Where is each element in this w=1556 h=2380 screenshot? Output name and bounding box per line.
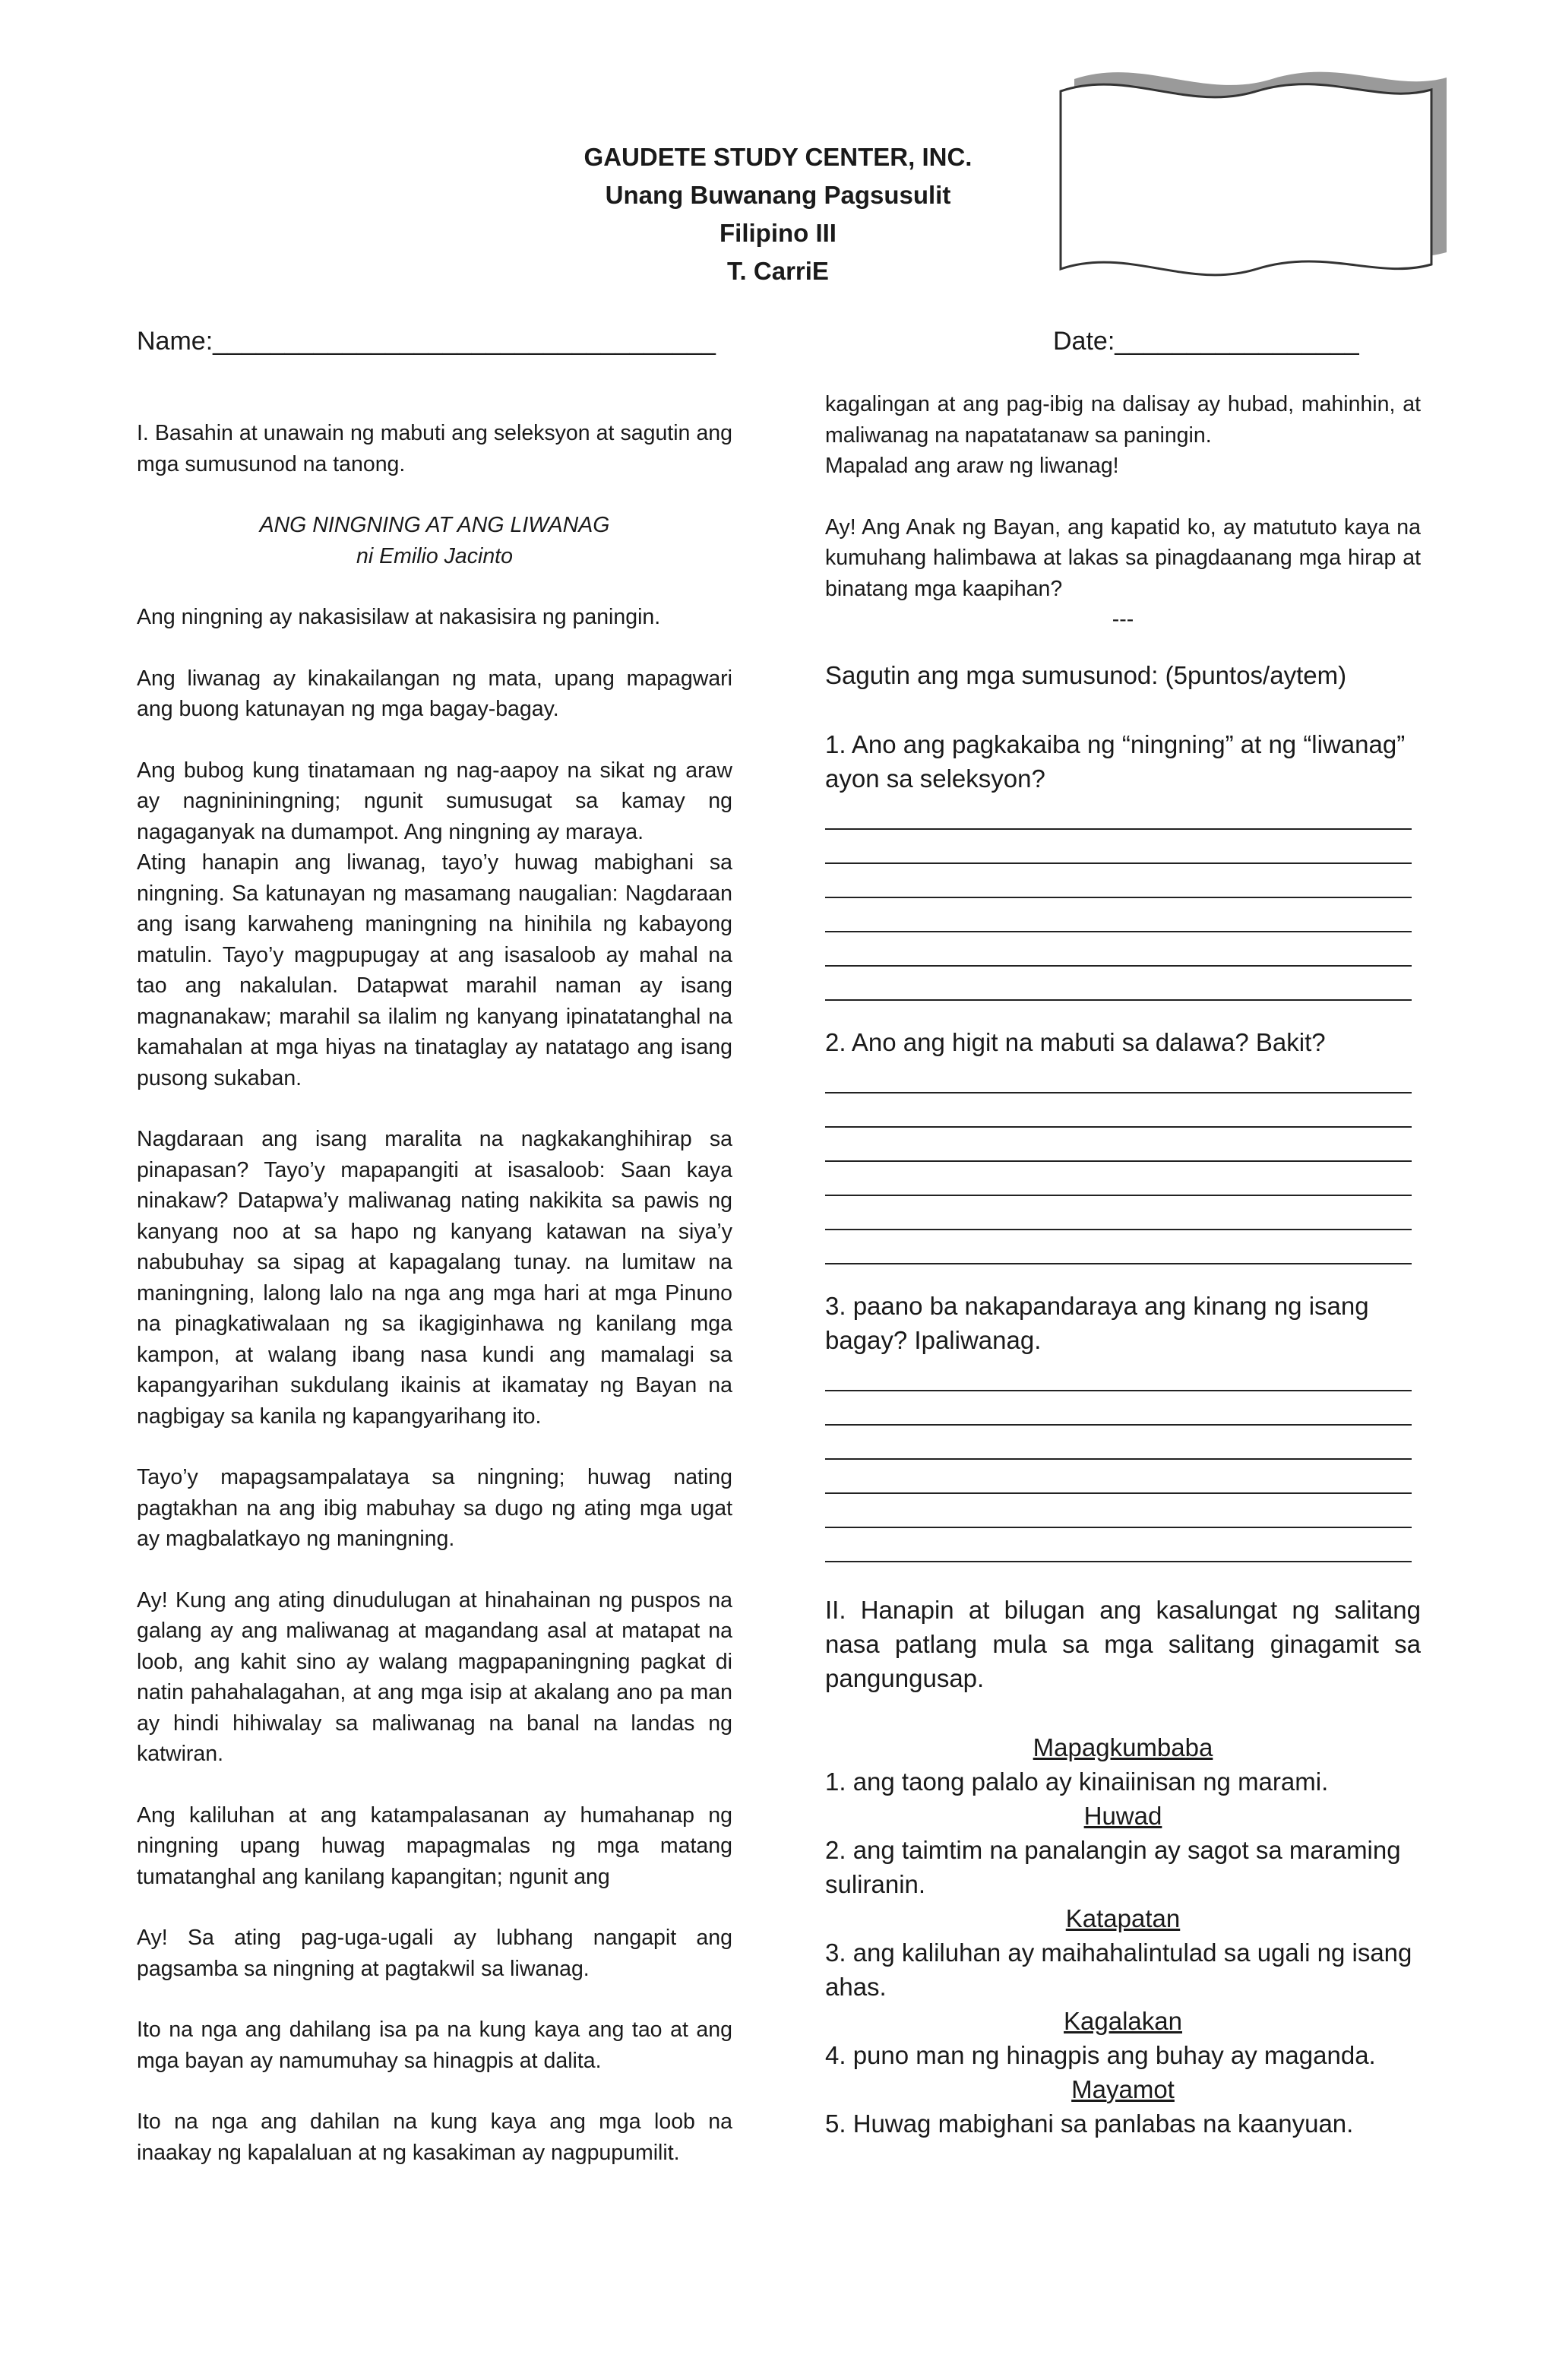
selection-title: ANG NINGNING AT ANG LIWANAG bbox=[259, 513, 610, 537]
questions-intro: Sagutin ang mga sumusunod: (5puntos/aytem) bbox=[825, 660, 1347, 689]
paragraph: Ang bubog kung tinatamaan ng nag-aapoy na sikat ng araw ay nagnininingning; ngunit sumusugat sa kamay ng nagaganyak na dumampot. Ang ningning ay maraya. bbox=[137, 758, 732, 844]
document-header bbox=[0, 138, 1556, 290]
paragraph: Ang ningning ay nakasisilaw at nakasisira ng paningin. bbox=[137, 605, 661, 629]
answer-line[interactable] bbox=[825, 1391, 1412, 1426]
question-text: 1. Ano ang pagkakaiba ng “ningning” at ng “liwanag” ayon sa seleksyon? bbox=[825, 730, 1406, 793]
answer-line[interactable] bbox=[825, 1494, 1412, 1528]
antonym-word: Mayamot bbox=[1071, 2075, 1175, 2103]
part2-instructions: II. Hanapin at bilugan ang kasalungat ng salitang nasa patlang mula sa mga salitang ginagamit sa pangungusap. bbox=[825, 1595, 1421, 1692]
answer-line[interactable] bbox=[825, 1162, 1412, 1196]
section-separator: --- bbox=[1112, 607, 1134, 631]
questions-column bbox=[825, 389, 1421, 2141]
part2-items bbox=[825, 1730, 1421, 2141]
paragraph: Ating hanapin ang liwanag, tayo’y huwag mabighani sa ningning. Sa katunayan ng masamang naugalian: Nagdaraan ang isang karwaheng maningning na hinihila ng kabayong matulin. Tayo’y magpupugay at ang isasaloob ay mahal na tao ang nakalulan. Datapwat marahil naman ay isang magnanakaw; marahil sa ilalim ng kanyang ipinatatanghal na kamahalan at mga hiyas na tinataglay ay natatago ang isang pusong sukaban. bbox=[137, 850, 732, 1090]
selection-title-block bbox=[137, 510, 732, 571]
question-1 bbox=[825, 727, 1421, 1001]
paragraph: Tayo’y mapagsampalataya sa ningning; huwag nating pagtakhan na ang ibig mabuhay sa dugo ng ating mga ugat ay magbalatkayo ng maningning. bbox=[137, 1465, 732, 1551]
paragraph: Ay! Kung ang ating dinudulugan at hinahainan ng puspos na galang ay ang maliwanag at magandang asal at matapat na loob, ang kahit sino ay walang magpapaningning pagkat di natin pahahalagahan, at ang mga isip at akalang ano pa man ay hindi hihiwalay sa maliwanag na banal na landas ng katwiran. bbox=[137, 1587, 732, 1766]
question-text: 2. Ano ang higit na mabuti sa dalawa? Bakit? bbox=[825, 1027, 1326, 1056]
antonym-word: Kagalakan bbox=[1064, 2006, 1182, 2035]
antonym-word: Huwad bbox=[1083, 1801, 1162, 1830]
paragraph-continued: kagalingan at ang pag-ibig na dalisay ay hubad, mahinhin, at maliwanag na napatatanaw sa paningin. bbox=[825, 392, 1421, 448]
paragraph: Mapalad ang araw ng liwanag! bbox=[825, 454, 1119, 478]
antonym-word: Katapatan bbox=[1065, 1904, 1181, 1932]
answer-line[interactable] bbox=[825, 1230, 1412, 1264]
question-2 bbox=[825, 1025, 1421, 1264]
exam-title: Unang Buwanang Pagsusulit bbox=[605, 181, 951, 209]
question-text: 3. paano ba nakapandaraya ang kinang ng isang bagay? Ipaliwanag. bbox=[825, 1291, 1369, 1354]
school-name: GAUDETE STUDY CENTER, INC. bbox=[584, 143, 972, 171]
answer-line[interactable] bbox=[825, 1196, 1412, 1230]
paragraph: Ang kaliluhan at ang katampalasanan ay humahanap ng ningning upang huwag mapagmalas ng mga matang tumatanghal ang kanilang kapangitan; ngunit ang bbox=[137, 1802, 732, 1889]
antonym-word: Mapagkumbaba bbox=[1033, 1733, 1213, 1761]
paragraph: Ang liwanag ay kinakailangan ng mata, upang mapagwari ang buong katunayan ng mga bagay-bagay. bbox=[137, 666, 732, 721]
paragraph: Ito na nga ang dahilan na kung kaya ang mga loob na inaakay ng kapalaluan at ng kasakiman ay nagpupumilit. bbox=[137, 2109, 732, 2165]
answer-line[interactable] bbox=[825, 1426, 1412, 1460]
answer-line[interactable] bbox=[825, 1528, 1412, 1562]
antonym-sentence[interactable]: 4. puno man ng hinagpis ang buhay ay maganda. bbox=[825, 2040, 1376, 2069]
answer-line[interactable] bbox=[825, 864, 1412, 898]
answer-line[interactable] bbox=[825, 1093, 1412, 1128]
antonym-sentence[interactable]: 2. ang taimtim na panalangin ay sagot sa maraming suliranin. bbox=[825, 1835, 1401, 1898]
antonym-sentence[interactable]: 5. Huwag mabighani sa panlabas na kaanyuan. bbox=[825, 2109, 1354, 2138]
answer-line[interactable] bbox=[825, 830, 1412, 864]
subject-title: Filipino III bbox=[719, 219, 837, 247]
answer-line[interactable] bbox=[825, 1059, 1412, 1093]
paragraph: Ay! Ang Anak ng Bayan, ang kapatid ko, ay matututo kaya na kumuhang halimbawa at lakas sa pinagdaanang mga hirap at binatang mga kaapihan? bbox=[825, 514, 1421, 601]
paragraph: Nagdaraan ang isang maralita na nagkakanghihirap sa pinapasan? Tayo’y mapapangiti at isasaloob: Saan kaya ninakaw? Datapwa’y maliwanag nating nakikita sa pawis ng kanyang noo at sa hapo ng kanyang katawan na siya’y nabubuhay sa sipag at kapagalang tunay. na lumitaw na maningning, lalong lalo na nga ang mga hari at mga Pinuno na pinagkatiwalaan ng sa ikagiginhawa ng kanilang mga kampon, at walang ibang nasa kundi ang mamalagi sa kapangyarihan sukdulang ikainis at ikamatay ng Bayan na nagbigay sa kanila ng kapangyarihang ito. bbox=[137, 1127, 732, 1429]
part1-instructions: I. Basahin at unawain ng mabuti ang seleksyon at sagutin ang mga sumusunod na tanong. bbox=[137, 421, 732, 476]
answer-line[interactable] bbox=[825, 1128, 1412, 1162]
paragraph: Ay! Sa ating pag-uga-ugali ay lubhang nangapit ang pagsamba sa ningning at pagtakwil sa liwanag. bbox=[137, 1926, 732, 1981]
answer-line[interactable] bbox=[825, 932, 1412, 967]
answer-line[interactable] bbox=[825, 796, 1412, 830]
answer-line[interactable] bbox=[825, 898, 1412, 932]
teacher-name: T. CarriE bbox=[727, 257, 829, 285]
answer-line[interactable] bbox=[825, 1357, 1412, 1391]
selection-author: ni Emilio Jacinto bbox=[356, 543, 513, 568]
answer-line[interactable] bbox=[825, 967, 1412, 1001]
name-field[interactable]: Name:___________________________________ bbox=[137, 327, 716, 356]
answer-line[interactable] bbox=[825, 1460, 1412, 1494]
antonym-sentence[interactable]: 1. ang taong palalo ay kinaiinisan ng marami. bbox=[825, 1767, 1329, 1796]
antonym-sentence[interactable]: 3. ang kaliluhan ay maihahalintulad sa ugali ng isang ahas. bbox=[825, 1938, 1412, 2001]
date-field[interactable]: Date:_________________ bbox=[1053, 327, 1359, 356]
question-3 bbox=[825, 1289, 1421, 1562]
reading-selection-column bbox=[137, 418, 732, 2198]
paragraph: Ito na nga ang dahilang isa pa na kung kaya ang tao at ang mga bayan ay namumuhay sa hinagpis at dalita. bbox=[137, 2018, 732, 2073]
